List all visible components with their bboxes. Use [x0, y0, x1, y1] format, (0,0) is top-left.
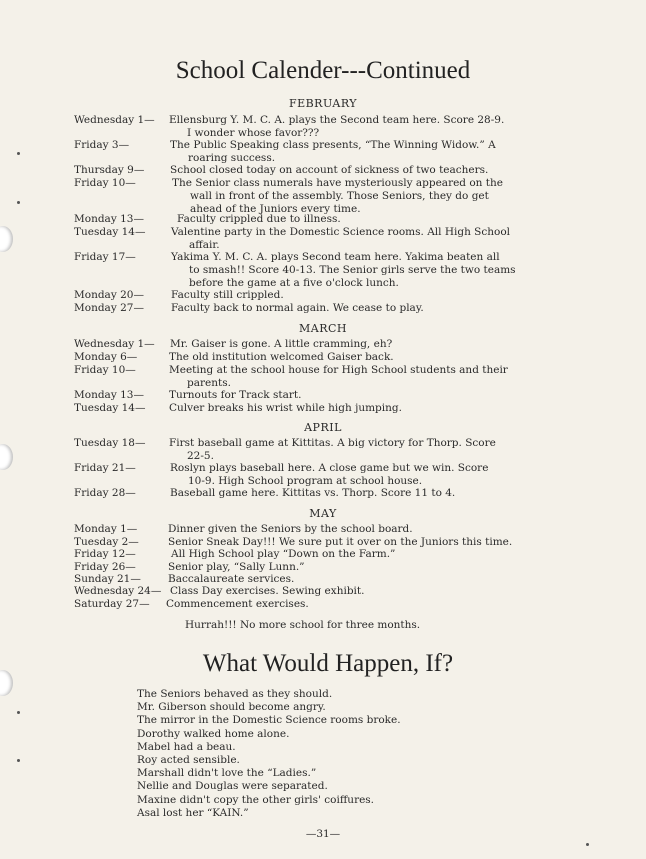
- entry-date: Thursday 9—: [74, 164, 145, 176]
- paper-speck: [17, 759, 20, 762]
- entry-text: Faculty still crippled.: [171, 289, 284, 301]
- entry-date: Saturday 27—: [74, 598, 150, 610]
- entry-text: Valentine party in the Domestic Science rooms. All High School: [171, 226, 511, 238]
- list-item: Nellie and Douglas were separated.: [137, 780, 328, 793]
- page-title: School Calender---Continued: [175, 57, 471, 84]
- entry-date: Monday 6—: [74, 351, 138, 363]
- entry-date: Monday 13—: [74, 213, 144, 225]
- entry-date: Monday 13—: [74, 389, 144, 401]
- entry-date: Wednesday 1—: [74, 114, 155, 126]
- entry-date: Monday 27—: [74, 302, 144, 314]
- entry-text: before the game at a five o'clock lunch.: [189, 276, 399, 289]
- month-heading: FEBRUARY: [288, 97, 358, 110]
- entry-text: Yakima Y. M. C. A. plays Second team here. Yakima beaten all: [171, 251, 500, 263]
- entry-text: Class Day exercises. Sewing exhibit.: [170, 585, 365, 597]
- entry-date: Tuesday 14—: [74, 402, 146, 414]
- entry-text: Faculty back to normal again. We cease to play.: [171, 302, 424, 314]
- entry-date: Wednesday 24—: [74, 585, 162, 597]
- entry-date: Friday 12—: [74, 548, 136, 560]
- entry-text: roaring success.: [188, 151, 276, 164]
- page-number: —31—: [305, 828, 341, 840]
- entry-text: Culver breaks his wrist while high jumping.: [169, 402, 402, 414]
- entry-date: Friday 3—: [74, 139, 130, 151]
- list-item: The Seniors behaved as they should.: [137, 688, 333, 700]
- entry-text: to smash!! Score 40-13. The Senior girls serve the two teams: [189, 263, 516, 276]
- entry-text: parents.: [187, 376, 231, 389]
- binder-hole: [0, 444, 13, 470]
- entry-text: affair.: [189, 238, 220, 251]
- entry-date: Friday 10—: [74, 364, 136, 376]
- section-title: What Would Happen, If?: [202, 650, 454, 677]
- list-item: Mabel had a beau.: [137, 740, 236, 753]
- entry-date: Monday 1—: [74, 523, 138, 535]
- list-item: Roy acted sensible.: [137, 754, 240, 767]
- entry-date: Tuesday 2—: [74, 536, 139, 548]
- month-heading: APRIL: [304, 421, 342, 434]
- entry-text: The Public Speaking class presents, “The Winning Widow.” A: [170, 139, 496, 151]
- happen-list: [137, 688, 401, 820]
- list-item: Marshall didn't love the “Ladies.”: [137, 767, 317, 780]
- entry-text: School closed today on account of sickness of two teachers.: [170, 164, 489, 176]
- entry-date: Wednesday 1—: [74, 338, 155, 350]
- entry-date: Monday 20—: [74, 289, 144, 301]
- entry-text: I wonder whose favor???: [187, 126, 320, 139]
- paper-speck: [17, 711, 20, 714]
- list-item: Mr. Giberson should become angry.: [137, 701, 326, 714]
- month-heading: MARCH: [299, 322, 347, 335]
- entry-text: Ellensburg Y. M. C. A. plays the Second team here. Score 28-9.: [169, 114, 505, 126]
- entry-text: Meeting at the school house for High School students and their: [169, 364, 508, 376]
- paper-speck: [17, 152, 20, 155]
- list-item: Maxine didn't copy the other girls' coiffures.: [137, 793, 375, 806]
- month-heading: MAY: [309, 507, 337, 520]
- entry-text: Senior Sneak Day!!! We sure put it over on the Juniors this time.: [168, 536, 513, 548]
- entry-text: Faculty crippled due to illness.: [177, 213, 341, 225]
- entry-text: All High School play “Down on the Farm.”: [171, 548, 396, 560]
- entry-date: Friday 21—: [74, 462, 136, 474]
- entry-date: Tuesday 18—: [74, 437, 146, 449]
- entry-text: First baseball game at Kittitas. A big victory for Thorp. Score: [169, 437, 496, 449]
- list-item: Dorothy walked home alone.: [137, 727, 290, 740]
- entry-text: Commencement exercises.: [166, 598, 309, 610]
- entry-text: Baseball game here. Kittitas vs. Thorp. Score 11 to 4.: [170, 487, 456, 499]
- entry-text: Mr. Gaiser is gone. A little cramming, eh?: [170, 338, 393, 350]
- entry-date: Friday 10—: [74, 177, 136, 189]
- paper-speck: [586, 843, 589, 846]
- entry-text: Senior play, “Sally Lunn.”: [168, 561, 305, 573]
- entry-text: 22-5.: [187, 449, 214, 462]
- list-item: Asal lost her “KAIN.”: [137, 806, 249, 819]
- entry-date: Friday 17—: [74, 251, 136, 263]
- paper-speck: [17, 201, 20, 204]
- entry-date: Friday 28—: [74, 487, 136, 499]
- list-item: The mirror in the Domestic Science rooms broke.: [137, 714, 401, 727]
- entry-text: The Senior class numerals have mysteriously appeared on the: [172, 177, 503, 189]
- entry-text: wall in front of the assembly. Those Seniors, they do get: [190, 189, 489, 202]
- entry-text: The old institution welcomed Gaiser back.: [169, 351, 394, 363]
- binder-hole: [0, 226, 13, 252]
- entry-text: Dinner given the Seniors by the school board.: [168, 523, 413, 535]
- entry-date: Tuesday 14—: [74, 226, 146, 238]
- entry-date: Sunday 21—: [74, 573, 141, 585]
- entry-date: Friday 26—: [74, 561, 136, 573]
- closing-line: Hurrah!!! No more school for three months.: [185, 619, 421, 631]
- entry-text: 10-9. High School program at school house.: [188, 474, 423, 487]
- entry-text: ahead of the Juniors every time.: [190, 202, 361, 215]
- entry-text: Turnouts for Track start.: [169, 389, 302, 401]
- entry-text: Baccalaureate services.: [168, 573, 295, 585]
- entry-text: Roslyn plays baseball here. A close game but we win. Score: [170, 462, 489, 474]
